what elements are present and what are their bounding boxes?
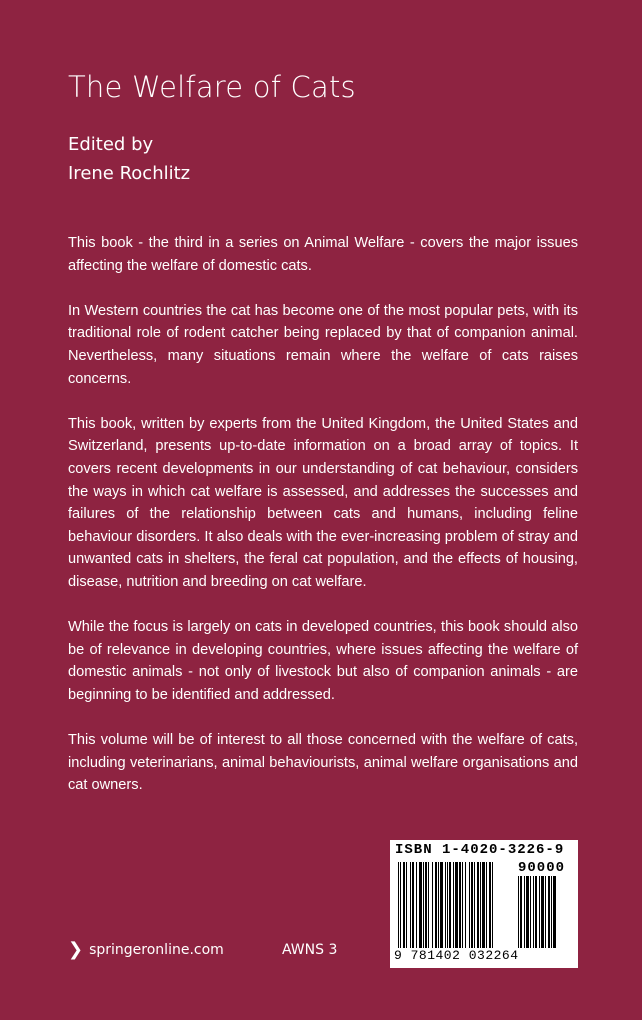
barcode-bar [416,862,417,948]
editor-block [68,131,190,189]
barcode-bar [477,862,479,948]
barcode-bar [453,862,454,948]
barcode-bar [471,862,473,948]
barcode-bar [530,876,531,948]
barcode-bar [435,862,437,948]
publisher-website: springeronline.com [89,942,224,958]
barcode-bar [412,862,414,948]
barcode-bar [539,876,540,948]
isbn-text: ISBN 1-4020-3226-9 [395,842,565,858]
chevron-right-icon: ❯ [68,939,84,960]
publisher-link[interactable] [68,939,224,960]
barcode-bar [553,876,556,948]
addon-number: 90000 [518,860,566,876]
blurb-paragraph: This volume will be of interest to all those concerned with the welfare of cats, including veterinarians, animal behaviourists, animal welfare organisations and cat owners. [68,732,578,794]
barcode-bar [438,862,439,948]
barcode-bar [403,862,405,948]
barcode-bar [545,876,546,948]
barcode-bar [524,876,525,948]
barcode-bar [520,876,522,948]
blurb-paragraph: This book, written by experts from the United Kingdom, the United States and Switzerland, presents up-to-date information on a broad array of topics. It covers recent developments in our understanding of cat behaviour, considers the ways in which cat welfare is assessed, and addresses the successes and failures of the relationship between cats and humans, including feline behaviour disorders. It also deals with the ever-increasing problem of stray and unwanted cats in shelters, the feral cat population, and the effects of housing, disease, nutrition and breeding on cat welfare. [68,415,578,590]
barcode-bar [423,862,424,948]
addon-barcode-bars [518,876,572,948]
barcode-bar [398,862,399,948]
book-title: The Welfare of Cats [68,70,356,104]
barcode-bar [480,862,481,948]
barcode-bar [469,862,470,948]
barcode [390,840,578,968]
barcode-bar [410,862,411,948]
barcode-bar [492,862,493,948]
ean-number: 9 781402 032264 [394,948,519,963]
barcode-bar [462,862,463,948]
barcode-bar [406,862,407,948]
blurb-paragraph: This book - the third in a series on Animal Welfare - covers the major issues affecting the welfare of domestic cats. [68,235,578,274]
barcode-bar [465,862,466,948]
editor-name: Irene Rochlitz [68,163,191,184]
barcode-bar [489,862,491,948]
barcode-bar [518,876,519,948]
blurb [68,232,578,819]
barcode-bar [432,862,433,948]
barcode-bar [535,876,537,948]
barcode-bar [447,862,448,948]
barcode-bar [486,862,487,948]
barcode-bar [526,876,529,948]
barcode-bar [445,862,446,948]
barcode-bar [400,862,401,948]
barcode-bar [455,862,458,948]
edited-by-label: Edited by [68,134,154,155]
barcode-bar [449,862,451,948]
ean-barcode-bars [398,862,510,948]
barcode-bar [459,862,461,948]
blurb-paragraph: While the focus is largely on cats in developed countries, this book should also be of relevance in developing countries, where issues affecting the welfare of domestic animals - not only of livestock but also of companion animals - are beginning to be identified and addressed. [68,619,578,703]
barcode-bar [419,862,422,948]
barcode-bar [482,862,485,948]
barcode-bar [541,876,544,948]
barcode-bar [551,876,552,948]
series-code: AWNS 3 [282,942,338,958]
blurb-paragraph: In Western countries the cat has become one of the most popular pets, with its traditional role of rodent catcher being replaced by that of companion animal. Nevertheless, many situations remain where the welfare of cats raises concerns. [68,302,578,387]
barcode-bar [425,862,427,948]
barcode-bar [548,876,550,948]
barcode-bar [474,862,475,948]
barcode-bar [440,862,443,948]
barcode-bar [533,876,534,948]
barcode-bar [428,862,429,948]
